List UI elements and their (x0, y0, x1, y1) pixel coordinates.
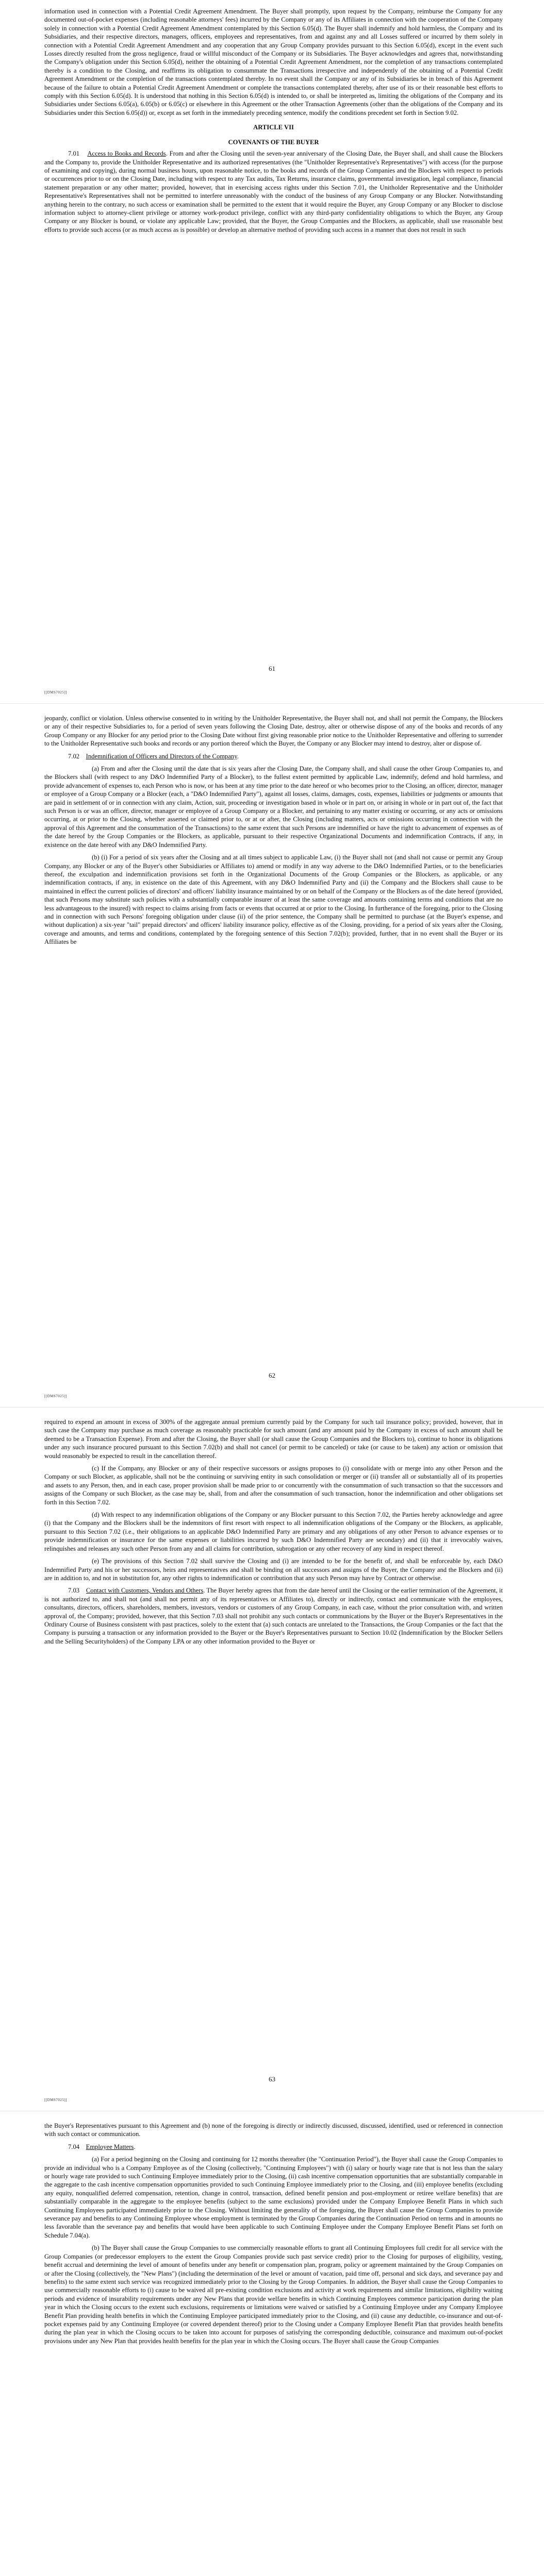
section-title: Access to Books and Records (87, 150, 166, 158)
paragraph: (b) The Buyer shall cause the Group Companies to use commercially reasonable efforts to grant all Continuing Employees full credit for all service with the Group Companies (or predecessor employers to the extent the Group Companies provide such past service credit) prior to the Closing for purposes of eligibility, vesting, benefit accrual and determining the level of amount of benefits under any benefit or compensation plan, program, policy or agreement maintained by the Group Companies on or after the Closing (collectively, the "New Plans") (including the determination of the level or amount of vacation, paid time off, personal and sick days, and severance pay and benefits) to the same extent such service was recognized immediately prior to the Closing by the Group Companies. In addition, the Buyer shall cause the Group Companies to use commercially reasonable efforts to (i) cause to be waived all pre-existing condition exclusions and activity at work requirements and similar limitations, eligibility waiting periods and evidence of insurability requirements under any New Plans that provide welfare benefits in which Continuing Employees commence participation during the plan year in which the Closing occurs to the extent such exclusions, requirements or limitations were waived or satisfied by a Continuing Employee under any Company Employee Benefit Plan providing health benefits in which the Continuing Employee participated immediately prior to the Closing, and (ii) cause any deductible, co-insurance and out-of-pocket expenses paid by any Continuing Employee (or covered dependent thereof) prior to the Closing under a Company Employee Benefit Plan that provides health benefits during the plan year in which the Closing occurs to be taken into account for purposes of satisfying the corresponding deductible, coinsurance and maximum out-of-pocket provisions under any New Plan that provides health benefits for the plan year in which the Closing occurs. The Buyer shall cause the Group Companies (44, 2244, 503, 2345)
section-number: 7.02 (68, 752, 80, 760)
page-64 (0, 2111, 544, 2576)
page-62 (0, 704, 544, 1407)
article-number: ARTICLE VII (253, 124, 294, 131)
paragraph: (d) With respect to any indemnification obligations of the Company or any Blocker pursuant to this Section 7.02, the Parties hereby acknowledge and agree (i) that the Company and the Blockers shall be the indemnitors of first resort with respect to all indemnification obligations of the Company or the Blockers, as applicable, pursuant to this Section 7.02 (i.e., their obligations to an applicable D&O Indemnified Party are primary and any obligations of any other Person to advance expenses or to provide indemnification or insurance for the same expenses or liabilities incurred by such D&O Indemnified Party are secondary) and (ii) that it irrevocably waives, relinquishes and releases any such other Person from any and all claims for contribution, subrogation or any other recovery of any kind in respect thereof. (44, 1511, 503, 1552)
paragraph: information used in connection with a Potential Credit Agreement Amendment. The Buyer shall promptly, upon request by the Company, reimburse the Company for any documented out-of-pocket expenses (including reasonable attorneys' fees) incurred by the Company or any of its Affiliates in connection with the cooperation of the Company solely in connection with a Potential Credit Agreement Amendment contemplated by this Section 6.05(d). The Buyer shall indemnify and hold harmless, the Company and its Subsidiaries, and their respective directors, managers, officers, employees and representatives, from and against any and all Losses suffered or incurred by them solely in connection with a Potential Credit Agreement Amendment and any cooperation that any Group Company provides pursuant to this Section 6.05(d), except in the event such Losses directly resulted from the gross negligence, fraud or willful misconduct of the Company or its Subsidiaries. The Buyer acknowledges and agrees that, notwithstanding the Company's obligation under this Section 6.05(d), neither the obtaining of a Potential Credit Agreement Amendment, nor the completion of any transactions contemplated thereby is a condition to the Closing, and reaffirms its obligation to consummate the Transactions irrespective and independently of the obtaining of a Potential Credit Agreement Amendment or the completion of the transactions contemplated thereby. In no event shall the Company or any of its Subsidiaries be in breach of this Agreement because of the failure to obtain a Potential Credit Agreement Amendment or complete the transactions contemplated thereby, after use of its or their reasonable best efforts to comply with this Section 6.05(d). It is understood that nothing in this Section 6.05(d) is intended to, or shall be interpreted as, limiting the obligations of the Company and its Subsidiaries under Sections 6.05(a), 6.05(b) or 6.05(c) or elsewhere in this Agreement or the other Transaction Agreements (other than the obligations of the Company and its Subsidiaries under this Section 6.05(d)) or, except as set forth in the immediately preceding sentence, modify the conditions precedent set forth in Section 9.02. (44, 8, 503, 116)
page-body (44, 7, 503, 238)
page-63 (0, 1408, 544, 2111)
document-id: [[DMS7025]] (44, 690, 67, 694)
page-61 (0, 0, 544, 703)
paragraph: the Buyer's Representatives pursuant to this Agreement and (b) none of the foregoing is directly or indirectly discussed, discussed, identified, used or referenced in connection with such contact or communication. (44, 2122, 503, 2138)
section-number: 7.01 (68, 150, 80, 158)
section-7-02: 7.02 Indemnification of Officers and Directors of the Company. (68, 752, 239, 760)
paragraph: (e) The provisions of this Section 7.02 shall survive the Closing and (i) are intended to be for the benefit of, and shall be enforceable by, each D&O Indemnified Party and his or her successors, heirs and representatives and shall be binding on all successors and assigns of the Buyer, the Company and the Blockers and (ii) are in addition to, and not in substitution for, any other rights to indemnification or contribution that any such Person may have by Contract or otherwise. (44, 1557, 503, 1582)
section-title: Contact with Customers, Vendors and Others (86, 1587, 204, 1595)
section-7-03 (44, 1586, 503, 1646)
page-number: 63 (269, 2075, 275, 2083)
page-body (44, 1418, 503, 1650)
section-number: 7.04 (68, 2143, 80, 2150)
section-number: 7.03 (68, 1587, 80, 1595)
section-body: . From and after the Closing until the seven-year anniversary of the Closing Date, the Buyer shall, and shall cause the Blockers and the Company to, provide the Unitholder Representative and its authorized representatives (the "Unitholder Representative's Representatives") with access (for the purpose of examining and copying), during normal business hours, upon reasonable notice, to the books and records of the Group Companies and the Blockers with respect to periods or occurrences prior to or on the Closing Date, including with respect to any Tax audits, Tax Returns, insurance claims, governmental investigation, legal compliance, financial statement preparation or any other matter; provided, however, that in exercising access rights under this Section 7.01, the Unitholder Representative and the Unitholder Representative's Representatives shall not be permitted to interfere unreasonably with the conduct of the business of any Group Company or any Blocker. Notwithstanding anything herein to the contrary, no such access or examination shall be permitted to the extent that it would require the Buyer, any Group Company or any Blocker to disclose information subject to attorney-client privilege or attorney work-product privilege, conflict with any third-party confidentiality obligations to which the Buyer, any Group Company or any Blocker is bound, or violate any applicable Law; provided, that the Buyer, the Group Companies and the Blockers, as applicable, shall use reasonable best efforts to provide such access (or as much access as is possible) or develop an alternative method of providing such access in a manner that does not result in such (44, 150, 503, 233)
document-id: [[DMS7025]] (44, 2098, 67, 2102)
article-title: COVENANTS OF THE BUYER (228, 138, 319, 146)
section-7-01 (44, 149, 503, 234)
paragraph: (a) For a period beginning on the Closing and continuing for 12 months thereafter (the "Continuation Period"), the Buyer shall cause the Group Companies to provide an individual who is a Company Employee as of the Closing (collectively, "Continuing Employees") with (i) salary or hourly wage rate that is not less than the salary or hourly wage rate provided to such Continuing Employee immediately prior to the Closing, (ii) cash incentive compensation opportunities that are substantially comparable in the aggregate to the cash incentive compensation opportunities provided to such Continuing Employee immediately prior to the Closing, and (iii) employee benefits (excluding any equity, nonqualified deferred compensation, retention, change in control, transaction, defined benefit pension and post-employment or retiree welfare benefits) that are substantially comparable in the aggregate to the employee benefits (subject to the same exclusions) provided under the Company Employee Benefit Plans in which such Continuing Employees participated immediately prior to the Closing. Without limiting the generality of the foregoing, the Buyer shall cause the Group Companies to provide severance pay and benefits to any Continuing Employee whose employment is terminated by the Group Companies during the Continuation Period on terms and in amounts no less favorable than the severance pay and benefits that would have been applicable to such Continuing Employee under the Company Employee Benefit Plans set forth on Schedule 7.04(a). (44, 2156, 503, 2239)
section-title: Employee Matters (86, 2143, 134, 2150)
paragraph: (c) If the Company, any Blocker or any of their respective successors or assigns proposes to (i) consolidate with or merge into any other Person and the Company or such Blocker, as applicable, shall not be the continuing or surviving entity in such consolidation or merger or (ii) transfer all or substantially all of its properties and assets to any Person, then, and in each case, proper provision shall be made prior to or concurrently with the consummation of such transaction so that the successors and assigns of the Company or such Blocker, as the case may be, shall, from and after the consummation of such transaction, honor the indemnification and other obligations set forth in this Section 7.02. (44, 1465, 503, 1506)
section-title: Indemnification of Officers and Directors of the Company (86, 752, 237, 760)
page-number: 61 (269, 665, 275, 672)
document-id: [[DMS7025]] (44, 1394, 67, 1398)
page-body (44, 2122, 503, 2349)
paragraph: jeopardy, conflict or violation. Unless otherwise consented to in writing by the Unitholder Representative, the Buyer shall not, and shall not permit the Company, the Blockers or any of their respective Subsidiaries to, for a period of seven years following the Closing Date, destroy, alter or otherwise dispose of any of the books and records of any Group Company or any Blocker for any period prior to the Closing Date without first giving reasonable prior notice to the Unitholder Representative and offering to surrender to the Unitholder Representative such books and records or any portion thereof which the Buyer, the Company or any Blocker may intend to destroy, alter or dispose of. (44, 715, 503, 748)
page-number: 62 (269, 1371, 275, 1379)
section-body: . The Buyer hereby agrees that from the date hereof until the Closing or the earlier termination of the Agreement, it is not authorized to, and shall not (and shall not permit any of its representatives or Affiliates to), directly or indirectly, contact and communicate with the employees, consultants, directors, officers, shareholders, members, investors, vendors or customers of any Group Company, in each case, without the prior consultation with, and written approval of, the Company; provided, however, that this Section 7.03 shall not prohibit any such contacts or communications by the Buyer or the Buyer's Representatives in the Ordinary Course of Business consistent with past practices, solely to the extent that (a) such contacts are unrelated to the Transactions, the Group Companies or the fact that the Company is pursuing a transaction or any information provided to the Buyer or the Buyer's Representatives pursuant to Section 10.02 (Indemnification by the Blocker Sellers and the Selling Securityholders) of the Company LPA or any other information provided to the Buyer or (44, 1587, 503, 1645)
section-7-04: 7.04 Employee Matters. (68, 2143, 136, 2150)
paragraph: required to expend an amount in excess of 300% of the aggregate annual premium currently paid by the Company for such tail insurance policy; provided, however, that in such case the Company may purchase as much coverage as reasonably practicable for such amount (and any amount paid by the Company in excess of such amount shall be deemed to be a Transaction Expense). From and after the Closing, the Buyer shall (or shall cause the Group Companies and the Blockers to), continue to honor its obligations under any such insurance procured pursuant to this Section 7.02(b) and shall not cancel (or permit to be canceled) or take (or cause to be taken) any action or omission that would reasonably be expected to result in the cancellation thereof. (44, 1418, 503, 1460)
paragraph: (a) From and after the Closing until the date that is six years after the Closing Date, the Company shall, and shall cause the other Group Companies to, and the Blockers shall (with respect to any D&O Indemnified Party of a Blocker), to the fullest extent permitted by applicable Law, indemnify, defend and hold harmless, and provide advancement of expenses to, each Person who is now, or has been at any time prior to the date hereof or who becomes prior to the Closing, an officer, director, manager or employee of a Group Company or a Blocker (each, a "D&O Indemnified Party"), against all losses, claims, damages, costs, expenses, liabilities or judgments or amounts that are paid in settlement of or in connection with any claim, Action, suit, proceeding or investigation based in whole or in part on, or arising in whole or in part out of, the fact that such Person is or was an officer, director, manager or employee of a Group Company or a Blocker, and pertaining to any matter existing or occurring, or any acts or omissions occurring, at or prior to the Closing, whether asserted or claimed prior to, or at or after, the Closing (including matters, acts or omissions occurring in connection with the approval of this Agreement and the consummation of the Transactions) to the same extent that such Persons are indemnified or have the right to advancement of expenses as of the date hereof by the Group Companies or the Blockers, as applicable, pursuant to their respective Organizational Documents and indemnification Contracts, if any, in existence on the date hereof with any D&O Indemnified Party. (44, 765, 503, 849)
paragraph: (b) (i) For a period of six years after the Closing and at all times subject to applicable Law, (i) the Buyer shall not (and shall not cause or permit any Group Company, any Blocker or any of the Buyer's other Subsidiaries or Affiliates to) amend or modify in any way adverse to the D&O Indemnified Parties, or to the beneficiaries thereof, the exculpation and indemnification provisions set forth in the Organizational Documents of the Group Companies or the Blockers, as applicable, or any indemnification contracts, if any, in existence on the date of this Agreement, with any D&O Indemnified Party and (ii) the Company and the Blockers shall cause to be maintained in effect the current policies of directors' and officers' liability insurance maintained by or on behalf of the Company or the Blockers as of the date hereof (provided, that such Persons may substitute such policies with a substantially comparable insurer of at least the same coverage and amounts containing terms and conditions that are no less advantageous to the insured) with respect to claims arising from facts or events that occurred at or prior to the Closing. In furtherance of the foregoing, prior to the Closing and in connection with such Persons' foregoing obligation under clause (ii) of the prior sentence, the Company shall be permitted to purchase (at the Buyer's expense, and without duplication) a six-year "tail" prepaid directors' and officers' liability insurance policy, effective as of the Closing, providing, for a period of six years after the Closing, coverage and amounts, and terms and conditions, contemplated by the foregoing sentence of this Section 7.02(b); provided, further, that in no event shall the Buyer or its Affiliates be (44, 854, 503, 946)
page-body (44, 714, 503, 951)
